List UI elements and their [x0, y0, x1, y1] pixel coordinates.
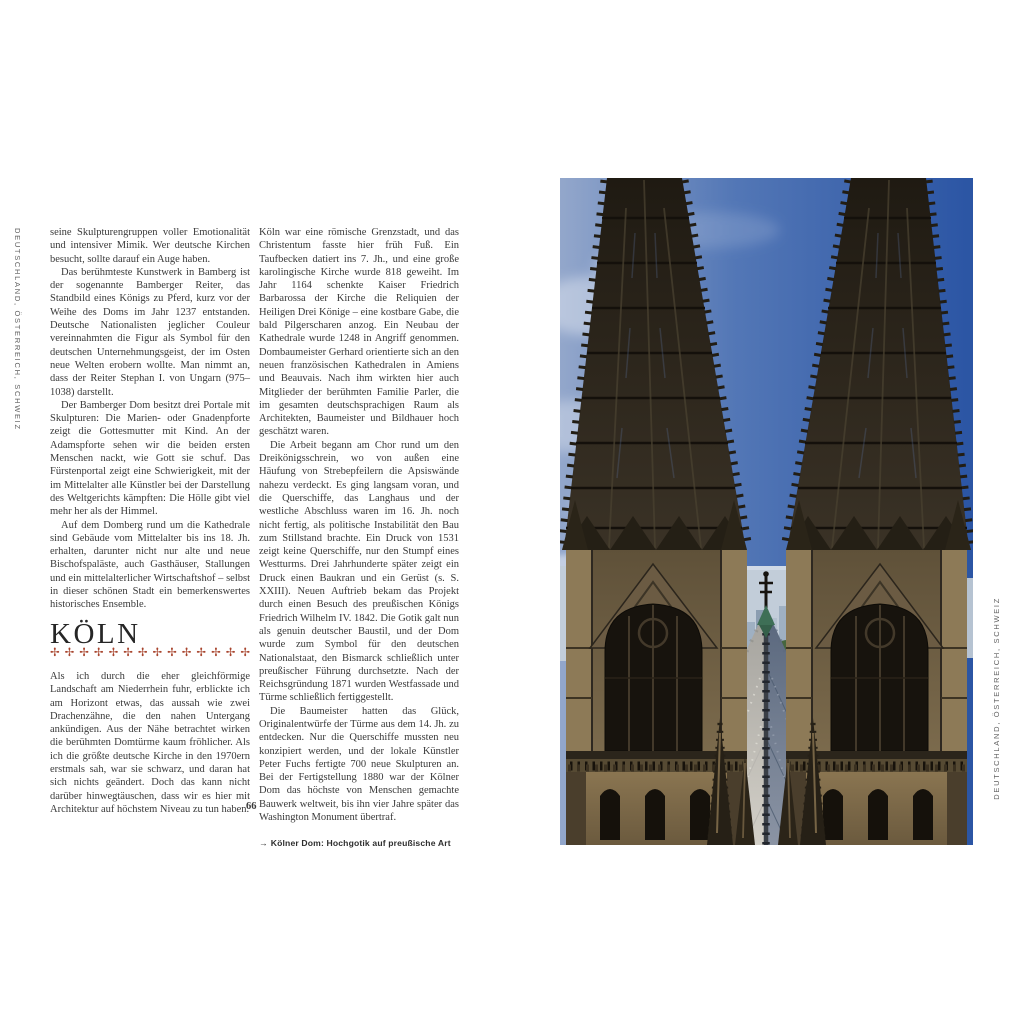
photo-caption-text: Kölner Dom: Hochgotik auf preußische Art: [270, 838, 451, 849]
cathedral-photo: [560, 178, 973, 845]
right-margin-vertical-label: DEUTSCHLAND, ÖSTERREICH, SCHWEIZ: [992, 597, 1001, 800]
section-heading-koeln: KÖLN: [50, 617, 141, 650]
photo-caption: [259, 838, 459, 849]
left-text-column: [50, 226, 250, 816]
paragraph: Auf dem Domberg rund um die Kathedrale sind Gebäude vom Mittelalter bis ins 18. Jh. erhalten, darunter nicht nur alte und neue Bischofspaläste, auch Gasthäuser, Stallungen und ein mittelalterlicher Wirtschaftshof – selbst in dieser schönen Stadt ein bemerkenswertes historisches Ensemble.: [50, 519, 250, 611]
arrow-right-icon: →: [259, 838, 268, 849]
paragraph: Das berühmteste Kunstwerk in Bamberg ist der sogenannte Bamberger Reiter, das Standbild eines Königs zu Pferd, kurz vor der Weihe des Doms im Jahr 1237 entstanden. Deutsche Nationalisten jeglicher Couleur vereinnahmten die Figur als Symbol für den deutschen Unternehmungsgeist, der im Osten neue Welten erobern wollte. Man nimmt an, dass der Reiter Stephan I. von Ungarn (975–1038) darstellt.: [50, 266, 250, 398]
paragraph: Die Arbeit begann am Chor rund um den Dreikönigsschrein, wo von außen eine Häufung von Strebepfeilern die Apsiswände nahezu verdeckt. Es ging langsam voran, und die Querschiffe, das Langhaus und der westliche Abschluss waren im 16. Jh. noch nicht fertig, als politische Instabilität den Bau zum Stillstand brachte. Ein Druck von 1531 zeigt keine Querschiffe, nur den Stumpf eines Westturms. Drei Jahrhunderte später zeigt ein Druck einen Baukran und ein Gerüst (s. S. XXIII). Neuen Auftrieb bekam das Projekt durch einen Besuch des preußischen Königs Friedrich Wilhelm IV. 1842. Die Gotik galt nun als genuin deutscher Baustil, und der Dom wurde zum Symbol für den deutschen Nationalstaat, den Bismarck schließlich unter preußischer Führung durchsetzte. Nach der Reichsgründung 1871 wurden Westfassade und Türme schließlich fertiggestellt.: [259, 439, 459, 704]
middle-text-column: [259, 226, 459, 849]
paragraph: Köln war eine römische Grenzstadt, und das Christentum fasste hier früh Fuß. Ein Taufbecken datiert ins 7. Jh., und eine große karolingische Kirche wurde 818 geweiht. Im Jahr 1164 schenkte Kaiser Friedrich Barbarossa der Kirche die Reliquien der Heiligen Drei Könige – eine kostbare Gabe, die bald Pilgerscharen anzog. Ein Neubau der Kathedrale wurde 1248 in Angriff genommen. Dombaumeister Gerhard orientierte sich an den neuen französischen Kathedralen in Amiens und Beauvais. Nach ihm wirkten hier auch Mitglieder der berühmten Familie Parler, die im gesamten deutschsprachigen Raum als Architekten, Baumeister und Bildhauer hoch geschätzt waren.: [259, 227, 460, 438]
cross-ornament-row: ✢ ✢ ✢ ✢ ✢ ✢ ✢ ✢ ✢ ✢ ✢ ✢ ✢ ✢: [50, 646, 250, 659]
cathedral-photo-art: [560, 178, 973, 845]
paragraph: Der Bamberger Dom besitzt drei Portale mit Skulpturen: Die Marien- oder Gnadenpforte zeigt die Gottesmutter mit Kind. An der Adamspforte sehen wir die beiden ersten Menschen nackt, wie Gott sie schuf. Das Fürstenportal zeigt eine Schwierigkeit, mit der im Mittelalter alle Künstler bei der Darstellung des Weltgerichts kämpften: Die Hölle gibt viel mehr her als der Himmel.: [50, 399, 250, 518]
paragraph: Die Baumeister hatten das Glück, Originalentwürfe der Türme aus dem 14. Jh. zu entdecken. Nur die Querschiffe mussten neu konzipiert werden, und der lokale Künstler Peter Fuchs fertigte 700 neue Skulpturen an. Bei der Fertigstellung 1880 war der Kölner Dom das höchste von Menschen gemachte Bauwerk weltweit, bis ihn vier Jahre später das Washington Monument übertraf.: [259, 705, 459, 824]
page-number: 66: [246, 801, 257, 812]
paragraph: Als ich durch die eher gleichförmige Landschaft am Niederrhein fuhr, erblickte ich am Horizont etwas, das aussah wie zwei Drachenzähne, die den nahen Untergang ankündigen. Aus der Nähe betrachtet wirken die berühmten Domtürme kaum fröhlicher. Als ich die größte deutsche Kirche in den 1970ern erstmals sah, war sie schwarz, und daran hat sich nichts geändert. Doch das kann nicht darüber hinwegtäuschen, dass wir es hier mit Architektur auf höchstem Niveau zu tun haben.: [50, 670, 250, 815]
left-margin-vertical-label: DEUTSCHLAND, ÖSTERREICH, SCHWEIZ: [13, 228, 22, 431]
paragraph: seine Skulpturengruppen voller Emotionalität und intensiver Mimik. Wer deutsche Kirchen besucht, sollte darauf ein Auge haben.: [50, 227, 250, 265]
